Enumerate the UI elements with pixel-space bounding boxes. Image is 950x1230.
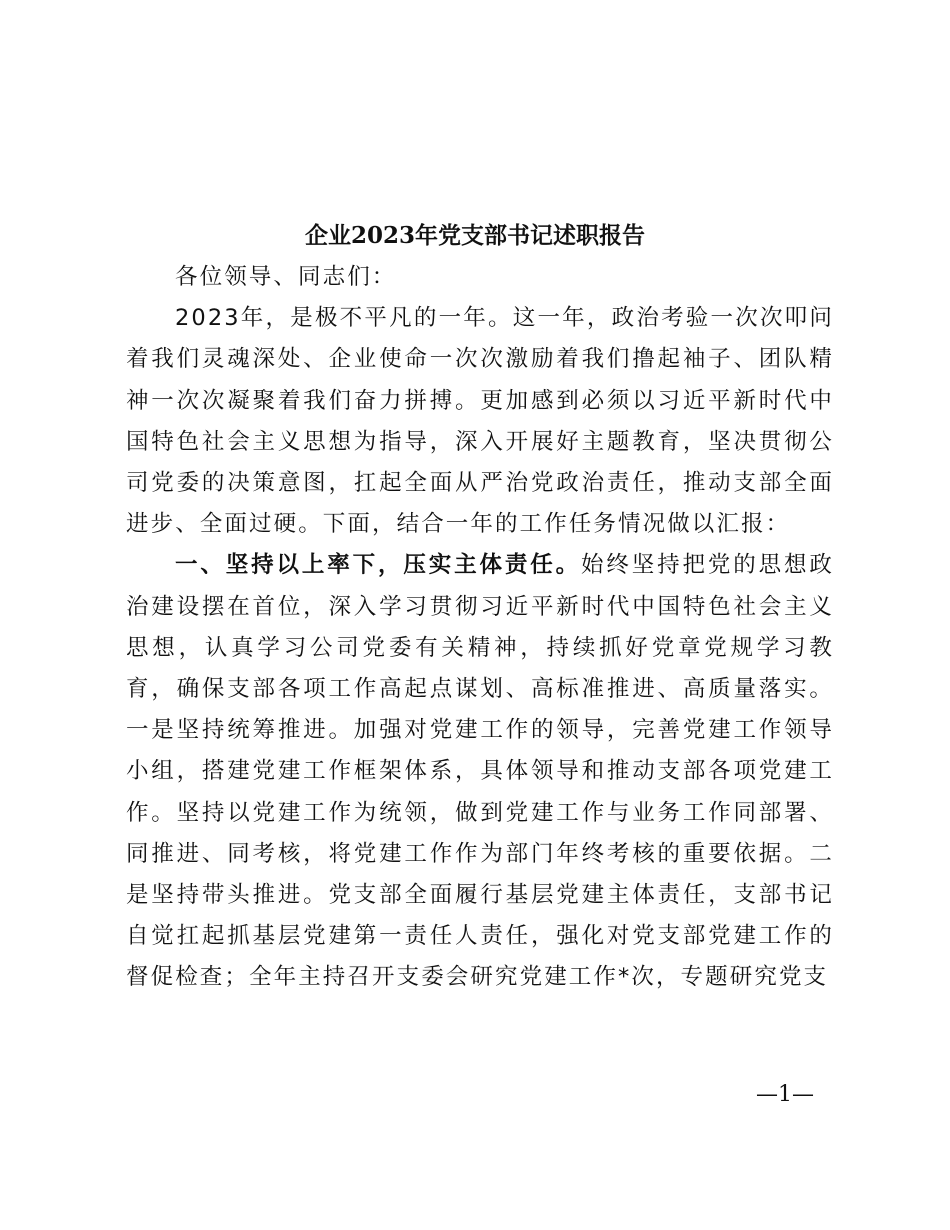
section-1-heading: 一、坚持以上率下，压实主体责任。 [175, 552, 582, 579]
intro-paragraph: 2023年，是极不平凡的一年。这一年，政治考验一次次叩问着我们灵魂深处、企业使命一次次激励着我们撸起袖子、团队精神一次次凝聚着我们奋力拼搏。更加感到必须以习近平新时代中国特色社会主义思想为指导，深入开展好主题教育，坚决贯彻公司党委的决策意图，扛起全面从严治党政治责任，推动支部全面进步、全面过硬。下面，结合一年的工作任务情况做以汇报： [126, 305, 834, 538]
section-1-body: 始终坚持把党的思想政治建设摆在首位，深入学习贯彻习近平新时代中国特色社会主义思想，认真学习公司党委有关精神，持续抓好党章党规学习教育，确保支部各项工作高起点谋划、高标准推进、高质量落实。一是坚持统筹推进。加强对党建工作的领导，完善党建工作领导小组，搭建党建工作框架体系，具体领导和推动支部各项党建工作。坚持以党建工作为统领，做到党建工作与业务工作同部署、同推进、同考核，将党建工作作为部门年终考核的重要依据。二是坚持带头推进。党支部全面履行基层党建主体责任，支部书记自觉扛起抓基层党建第一责任人责任，强化对党支部党建工作的督促检查；全年主持召开支委会研究党建工作*次，专题研究党支 [126, 552, 834, 991]
document-body [126, 257, 834, 999]
salutation: 各位领导、同志们： [175, 264, 397, 290]
page-number: —1— [756, 1082, 814, 1107]
section-1-paragraph [126, 545, 834, 998]
document-title: 企业2023年党支部书记述职报告 [304, 222, 645, 249]
